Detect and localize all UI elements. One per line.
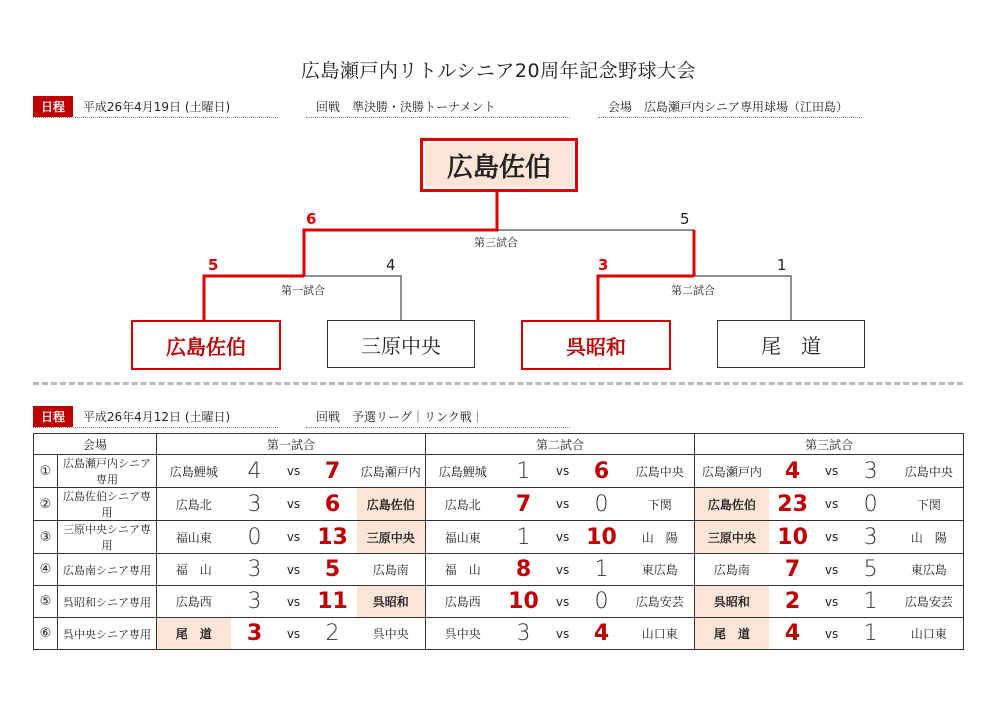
home-score: 3 (231, 488, 279, 521)
home-team: 福 山 (157, 554, 231, 586)
away-score: 4 (578, 618, 626, 650)
home-team: 広島北 (157, 488, 231, 521)
vs-label: vs (548, 554, 578, 586)
row-number: ③ (34, 521, 58, 554)
champion-box: 広島佐伯 (420, 138, 578, 192)
away-score: 1 (847, 618, 895, 650)
away-score: 0 (578, 586, 626, 618)
divider (306, 427, 570, 428)
away-team: 東広島 (895, 554, 964, 586)
row-number: ④ (34, 554, 58, 586)
table-row (34, 554, 964, 586)
venue-text: 会場 広島瀬戸内シニア専用球場（江田島） (608, 100, 849, 114)
home-score: 23 (769, 488, 817, 521)
semi2-left-score: 3 (598, 256, 609, 274)
away-team: 広島瀬戸内 (357, 455, 426, 488)
home-score: 7 (500, 488, 548, 521)
away-team: 山 陽 (895, 521, 964, 554)
game1-header: 第一試合 (157, 434, 426, 455)
vs-label: vs (279, 554, 309, 586)
schedule-date: 平成26年4月12日 (土曜日) (82, 410, 231, 424)
home-score: 2 (769, 586, 817, 618)
team-box: 尾 道 (717, 320, 865, 368)
home-score: 1 (500, 455, 548, 488)
home-score: 4 (769, 618, 817, 650)
away-team: 広島佐伯 (357, 488, 426, 521)
home-team: 呉中央 (426, 618, 500, 650)
away-score: 7 (309, 455, 357, 488)
home-team: 広島西 (426, 586, 500, 618)
results-body (34, 455, 964, 650)
section-separator (33, 382, 963, 385)
home-team: 広島鯉城 (157, 455, 231, 488)
home-score: 3 (231, 618, 279, 650)
vs-label: vs (817, 521, 847, 554)
away-score: 2 (309, 618, 357, 650)
away-team: 東広島 (626, 554, 695, 586)
away-score: 6 (578, 455, 626, 488)
table-row (34, 455, 964, 488)
divider (33, 427, 278, 428)
vs-label: vs (817, 455, 847, 488)
away-team: 山口東 (626, 618, 695, 650)
table-row (34, 488, 964, 521)
venue-name: 広島瀬戸内シニア専用 (58, 455, 157, 488)
table-row (34, 521, 964, 554)
away-score: 1 (578, 554, 626, 586)
away-score: 1 (847, 586, 895, 618)
vs-label: vs (279, 586, 309, 618)
home-score: 7 (769, 554, 817, 586)
tournament-title: 広島瀬戸内リトルシニア20周年記念野球大会 (300, 60, 697, 82)
home-team: 福山東 (426, 521, 500, 554)
schedule-tag: 日程 (33, 96, 73, 117)
venue-name: 呉昭和シニア専用 (58, 586, 157, 618)
row-number: ① (34, 455, 58, 488)
semi2-right-score: 1 (777, 256, 787, 274)
away-team: 広島中央 (895, 455, 964, 488)
vs-label: vs (279, 521, 309, 554)
away-team: 山口東 (895, 618, 964, 650)
vs-label: vs (548, 455, 578, 488)
table-row (34, 586, 964, 618)
row-number: ⑤ (34, 586, 58, 618)
home-team: 福山東 (157, 521, 231, 554)
away-score: 3 (847, 521, 895, 554)
home-team: 広島南 (695, 554, 769, 586)
home-score: 3 (500, 618, 548, 650)
away-team: 下関 (895, 488, 964, 521)
away-score: 3 (847, 455, 895, 488)
team-box: 広島佐伯 (131, 320, 281, 370)
vs-label: vs (279, 618, 309, 650)
vs-label: vs (548, 618, 578, 650)
home-team: 広島佐伯 (695, 488, 769, 521)
semi1-left-score: 5 (208, 256, 219, 274)
round-text: 回戦 準決勝・決勝トーナメント (316, 100, 496, 114)
venue-header: 会場 (34, 434, 157, 455)
row-number: ② (34, 488, 58, 521)
away-score: 5 (847, 554, 895, 586)
final-left-score: 6 (306, 210, 317, 228)
away-score: 6 (309, 488, 357, 521)
home-score: 4 (231, 455, 279, 488)
home-team: 広島鯉城 (426, 455, 500, 488)
away-score: 0 (847, 488, 895, 521)
venue-name: 広島佐伯シニア専用 (58, 488, 157, 521)
home-team: 尾 道 (695, 618, 769, 650)
home-team: 呉昭和 (695, 586, 769, 618)
home-team: 広島北 (426, 488, 500, 521)
vs-label: vs (817, 586, 847, 618)
game2-header: 第二試合 (426, 434, 695, 455)
away-team: 下関 (626, 488, 695, 521)
away-team: 広島中央 (626, 455, 695, 488)
round-text: 回戦 予選リーグ｜リンク戦｜ (316, 410, 484, 424)
away-score: 10 (578, 521, 626, 554)
home-score: 3 (231, 554, 279, 586)
semi1-game-label: 第一試合 (281, 284, 325, 297)
home-score: 0 (231, 521, 279, 554)
row-number: ⑥ (34, 618, 58, 650)
vs-label: vs (279, 455, 309, 488)
home-team: 広島瀬戸内 (695, 455, 769, 488)
home-score: 10 (500, 586, 548, 618)
home-score: 1 (500, 521, 548, 554)
away-score: 5 (309, 554, 357, 586)
team-box: 三原中央 (327, 320, 475, 368)
away-team: 山 陽 (626, 521, 695, 554)
vs-label: vs (817, 618, 847, 650)
schedule-date: 平成26年4月19日 (土曜日) (82, 100, 231, 114)
away-score: 11 (309, 586, 357, 618)
venue-name: 三原中央シニア専用 (58, 521, 157, 554)
away-team: 広島南 (357, 554, 426, 586)
semi2-game-label: 第二試合 (671, 284, 715, 297)
schedule-tag: 日程 (33, 406, 73, 427)
home-score: 8 (500, 554, 548, 586)
semi1-right-score: 4 (386, 256, 396, 274)
home-team: 福 山 (426, 554, 500, 586)
away-team: 三原中央 (357, 521, 426, 554)
vs-label: vs (548, 488, 578, 521)
venue-name: 呉中央シニア専用 (58, 618, 157, 650)
home-score: 3 (231, 586, 279, 618)
home-team: 尾 道 (157, 618, 231, 650)
vs-label: vs (817, 488, 847, 521)
away-team: 広島安芸 (895, 586, 964, 618)
vs-label: vs (279, 488, 309, 521)
vs-label: vs (548, 521, 578, 554)
away-team: 広島安芸 (626, 586, 695, 618)
vs-label: vs (548, 586, 578, 618)
away-score: 0 (578, 488, 626, 521)
away-team: 呉昭和 (357, 586, 426, 618)
away-score: 13 (309, 521, 357, 554)
home-team: 三原中央 (695, 521, 769, 554)
final-right-score: 5 (680, 210, 690, 228)
home-score: 10 (769, 521, 817, 554)
away-team: 呉中央 (357, 618, 426, 650)
team-box: 呉昭和 (521, 320, 671, 370)
results-table (33, 433, 964, 650)
vs-label: vs (817, 554, 847, 586)
home-team: 広島西 (157, 586, 231, 618)
final-game-label: 第三試合 (474, 236, 518, 249)
table-row (34, 618, 964, 650)
game3-header: 第三試合 (695, 434, 964, 455)
bottom-schedule-bar (33, 406, 230, 427)
venue-name: 広島南シニア専用 (58, 554, 157, 586)
home-score: 4 (769, 455, 817, 488)
